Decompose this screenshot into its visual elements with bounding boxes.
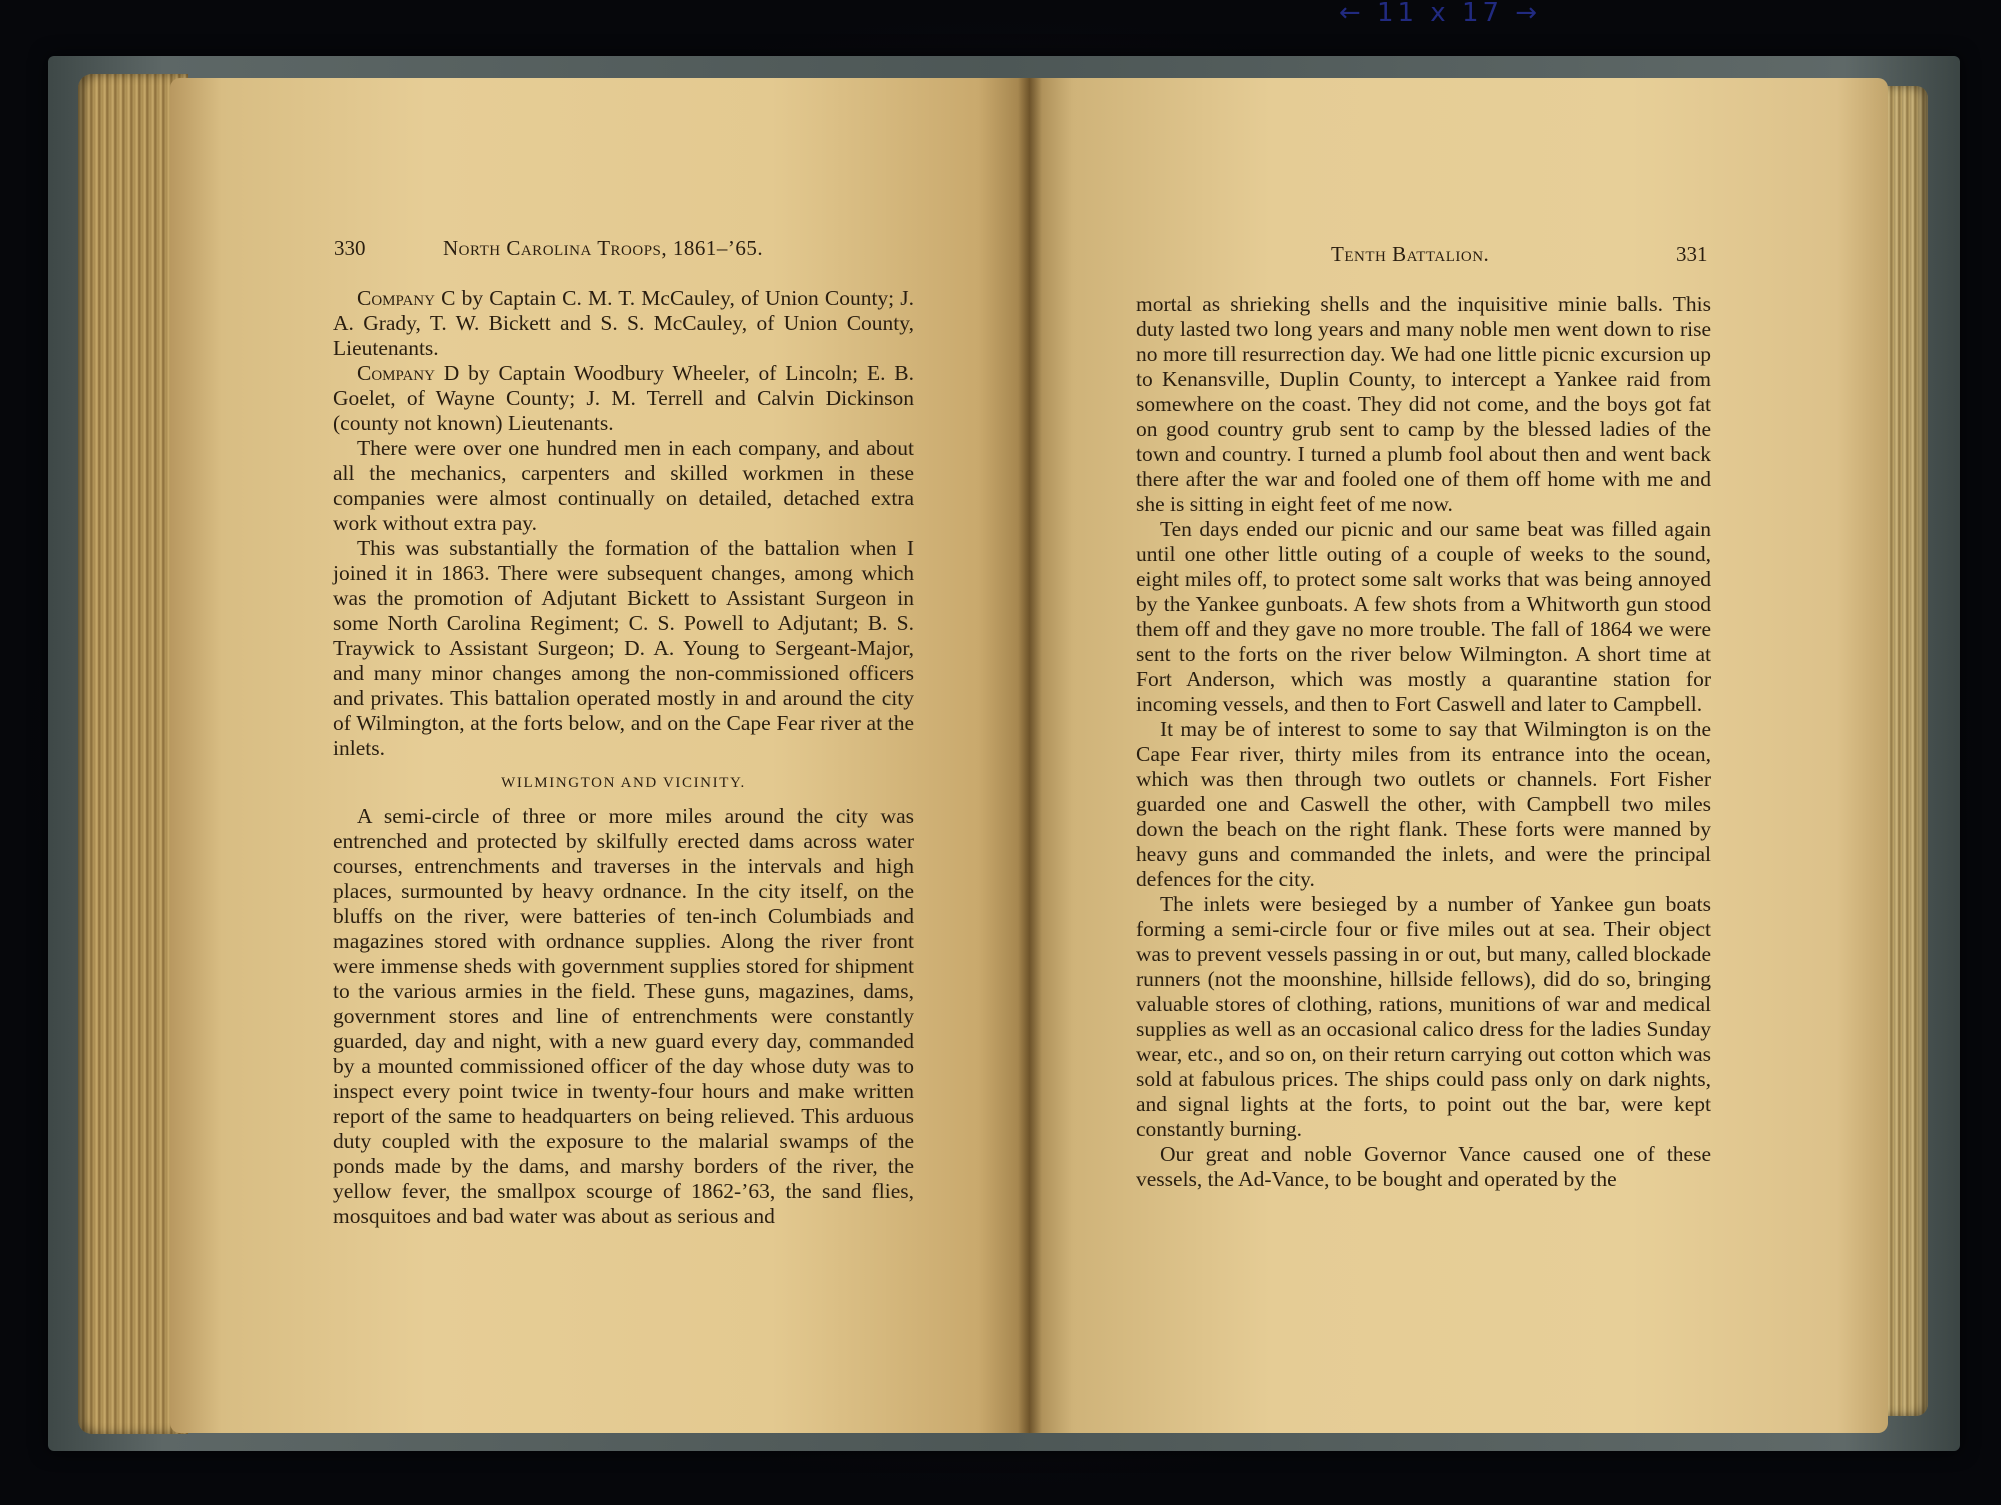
paragraph: Our great and noble Governor Vance caused one of these vessels, the Ad-Vance, to be bought and operated by the bbox=[1136, 1142, 1711, 1191]
paragraph: It may be of interest to some to say that Wilmington is on the Cape Fear river, thirty miles from its entrance into the ocean, which was then through two outlets or channels. Fort Fisher guarded one and Caswell the other, with Campbell two miles down the beach on the right flank. These forts were manned by heavy guns and commanded the inlets, and were the principal defences for the city. bbox=[1136, 717, 1711, 891]
book-gutter bbox=[1018, 78, 1042, 1433]
paragraph-text: D by Captain Woodbury Wheeler, of Lincoln; E. B. Goelet, of Wayne County; J. M. Terrell and Calvin Dickinson (county not known) Lieutenants. bbox=[333, 361, 914, 435]
paragraph: This was substantially the formation of the battalion when I joined it in 1863. There were subsequent changes, among which was the promotion of Adjutant Bickett to Assistant Surgeon in some North Carolina Regiment; C. S. Powell to Adjutant; B. S. Traywick to Assistant Surgeon; D. A. Young to Sergeant-Major, and many minor changes among the non-commissioned officers and privates. This battalion operated mostly in and around the city of Wilmington, at the forts below, and on the Cape Fear river at the inlets. bbox=[333, 536, 914, 760]
paragraph: A semi-circle of three or more miles around the city was entrenched and protected by skilfully erected dams across water courses, entrenchments and traverses in the intervals and high places, surmounted by heavy ordnance. In the city itself, on the bluffs on the river, were batteries of ten-inch Columbiads and magazines stored with ordnance supplies. Along the river front were immense sheds with government supplies stored for shipment to the various armies in the field. These guns, magazines, dams, government stores and line of entrenchments were constantly guarded, day and night, with a new guard every day, commanded by a mounted commissioned officer of the day whose duty was to inspect every point twice in twenty-four hours and make written report of the same to headquarters on being relieved. This arduous duty coupled with the exposure to the malarial swamps of the ponds made by the dams, and marshy borders of the river, the yellow fever, the smallpox scourge of 1862-’63, the sand flies, mosquitoes and bad water was about as serious and bbox=[333, 804, 914, 1228]
paragraph: mortal as shrieking shells and the inquisitive minie balls. This duty lasted two long years and many noble men went down to rise no more till resurrection day. We had one little picnic excursion up to Kenansville, Duplin County, to intercept a Yankee raid from somewhere on the coast. They did not come, and the boys got fat on good country grub sent to camp by the blessed ladies of the town and country. I turned a plumb fool about then and went back there after the war and fooled one of them off home with me and she is sitting in eight feet of me now. bbox=[1136, 292, 1711, 516]
company-label: Company bbox=[357, 286, 435, 310]
size-ruler-label: ← 11 x 17 → bbox=[1338, 0, 1542, 28]
paragraph-text: C by Captain C. M. T. McCauley, of Union County; J. A. Grady, T. W. Bickett and S. S. McCauley, of Union County, Lieutenants. bbox=[333, 286, 914, 360]
right-page-number: 331 bbox=[1676, 242, 1708, 266]
company-label: Company bbox=[357, 361, 435, 385]
paragraph: The inlets were besieged by a number of Yankee gun boats forming a semi-circle four or five miles out at sea. Their object was to prevent vessels passing in or out, but many, called blockade runners (not the moonshine, hillside fellows), did do so, bringing valuable stores of clothing, rations, munitions of war and medical supplies as well as an occasional calico dress for the ladies Sunday wear, etc., and so on, on their return carrying out cotton which was sold at fabulous prices. The ships could pass only on dark nights, and signal lights at the forts, to point out the bar, were kept constantly burning. bbox=[1136, 892, 1711, 1141]
paragraph: There were over one hundred men in each company, and about all the mechanics, carpenters and skilled workmen in these companies were almost continually on detailed, detached extra work without extra pay. bbox=[333, 436, 914, 535]
left-page-number: 330 bbox=[334, 236, 366, 260]
right-running-head: Tenth Battalion. bbox=[1331, 242, 1490, 266]
right-page-body bbox=[1136, 292, 1711, 1192]
paragraph bbox=[333, 361, 914, 436]
left-page-body bbox=[333, 286, 914, 1229]
section-heading: WILMINGTON AND VICINITY. bbox=[501, 775, 746, 791]
paragraph: Ten days ended our picnic and our same beat was filled again until one other little outing of a couple of weeks to the sound, eight miles off, to protect some salt works that was being annoyed by the Yankee gunboats. A few shots from a Whitworth gun stood them off and they gave no more trouble. The fall of 1864 we were sent to the forts on the river below Wilmington. A short time at Fort Anderson, which was mostly a quarantine station for incoming vessels, and then to Fort Caswell and later to Campbell. bbox=[1136, 517, 1711, 716]
paragraph bbox=[333, 286, 914, 361]
left-running-head: North Carolina Troops, 1861–’65. bbox=[443, 236, 764, 260]
